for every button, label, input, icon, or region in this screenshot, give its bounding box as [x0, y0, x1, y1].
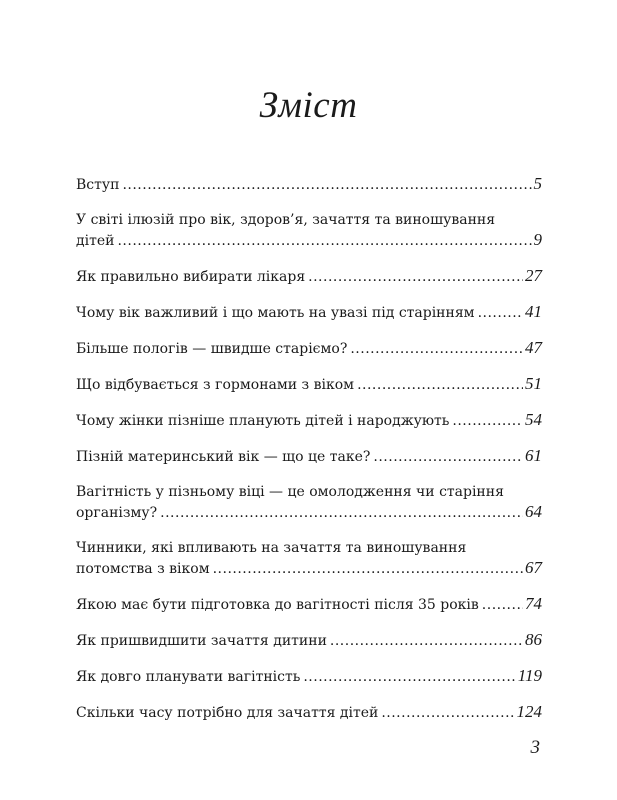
- toc-entry-title: потомства з віком: [76, 561, 210, 577]
- page-title: Зміст: [259, 85, 358, 126]
- toc-entry-page: 74: [525, 594, 542, 613]
- dot-leader: [117, 231, 531, 251]
- toc-entry: [76, 630, 542, 651]
- toc-entry-row: [76, 338, 542, 359]
- toc-entry-row: [76, 266, 542, 287]
- toc-entry-title-line: Вагітність у пізньому віці — це омолодження чи старіння: [76, 484, 504, 500]
- toc-entry-title: організму?: [76, 505, 158, 521]
- page-number: 3: [530, 737, 540, 758]
- toc-entry-page: 27: [525, 266, 542, 285]
- dot-leader: [160, 503, 523, 523]
- toc-entry-title: Як довго планувати вагітність: [76, 669, 301, 685]
- toc-entry: [76, 594, 542, 615]
- toc-entry-title: дітей: [76, 233, 115, 249]
- toc-entry-row: [76, 666, 542, 687]
- toc-entry-row: [76, 502, 542, 523]
- toc-entry: [76, 666, 542, 687]
- toc-entry-page: 67: [525, 558, 542, 577]
- toc-entry-title: Як пришвидшити зачаття дитини: [76, 633, 327, 649]
- dot-leader: [373, 447, 523, 467]
- toc-entry-page: 5: [533, 174, 542, 193]
- toc-entry-row: [76, 446, 542, 467]
- dot-leader: [350, 339, 523, 359]
- toc-entry-row: [76, 374, 542, 395]
- toc-entry-title: Чому вік важливий і що мають на увазі під старінням: [76, 305, 475, 321]
- toc-entry-page: 86: [525, 630, 542, 649]
- toc-entry-row: [76, 594, 542, 615]
- toc-entry-row: [76, 702, 542, 723]
- table-of-contents: [76, 174, 542, 738]
- toc-entry: [76, 538, 542, 579]
- toc-entry-page: 61: [525, 446, 542, 465]
- toc-entry-row: [76, 174, 542, 195]
- toc-entry-title: Скільки часу потрібно для зачаття дітей: [76, 705, 379, 721]
- dot-leader: [122, 175, 531, 195]
- toc-entry-title: Вступ: [76, 177, 120, 193]
- toc-entry: [76, 174, 542, 195]
- toc-entry-title: Пізній материнський вік — що це таке?: [76, 449, 371, 465]
- toc-entry-title: Більше пологів — швидше старіємо?: [76, 341, 348, 357]
- toc-entry-page: 9: [533, 230, 542, 249]
- toc-entry-page: 54: [525, 410, 542, 429]
- toc-entry-page: 51: [525, 374, 542, 393]
- toc-entry: [76, 302, 542, 323]
- toc-entry-row: [76, 630, 542, 651]
- toc-entry-page: 124: [516, 702, 542, 721]
- toc-entry-page: 47: [525, 338, 542, 357]
- toc-entry-page: 41: [525, 302, 542, 321]
- toc-entry-page: 64: [525, 502, 542, 521]
- toc-entry: [76, 338, 542, 359]
- toc-entry-row: [76, 230, 542, 251]
- toc-entry-row: [76, 302, 542, 323]
- dot-leader: [482, 595, 523, 615]
- toc-entry-title: Що відбувається з гормонами з віком: [76, 377, 355, 393]
- toc-entry: [76, 374, 542, 395]
- toc-entry: [76, 410, 542, 431]
- toc-entry-row: [76, 410, 542, 431]
- toc-entry: [76, 482, 542, 523]
- dot-leader: [357, 375, 523, 395]
- toc-entry: [76, 446, 542, 467]
- toc-entry-title: Як правильно вибирати лікаря: [76, 269, 306, 285]
- toc-entry-title: Якою має бути підготовка до вагітності після 35 років: [76, 597, 479, 613]
- dot-leader: [303, 667, 515, 687]
- toc-entry-page: 119: [517, 666, 542, 685]
- toc-entry-title: Чому жінки пізніше планують дітей і народжують: [76, 413, 450, 429]
- dot-leader: [213, 559, 523, 579]
- toc-entry: [76, 266, 542, 287]
- dot-leader: [308, 267, 523, 287]
- toc-entry: [76, 210, 542, 251]
- toc-entry-title-line: Чинники, які впливають на зачаття та виношування: [76, 540, 467, 556]
- dot-leader: [330, 631, 523, 651]
- dot-leader: [478, 303, 523, 323]
- toc-entry-title-line: У світі ілюзій про вік, здоров’я, зачаття та виношування: [76, 212, 496, 228]
- dot-leader: [381, 703, 514, 723]
- toc-entry-row: [76, 558, 542, 579]
- toc-entry: [76, 702, 542, 723]
- dot-leader: [452, 411, 523, 431]
